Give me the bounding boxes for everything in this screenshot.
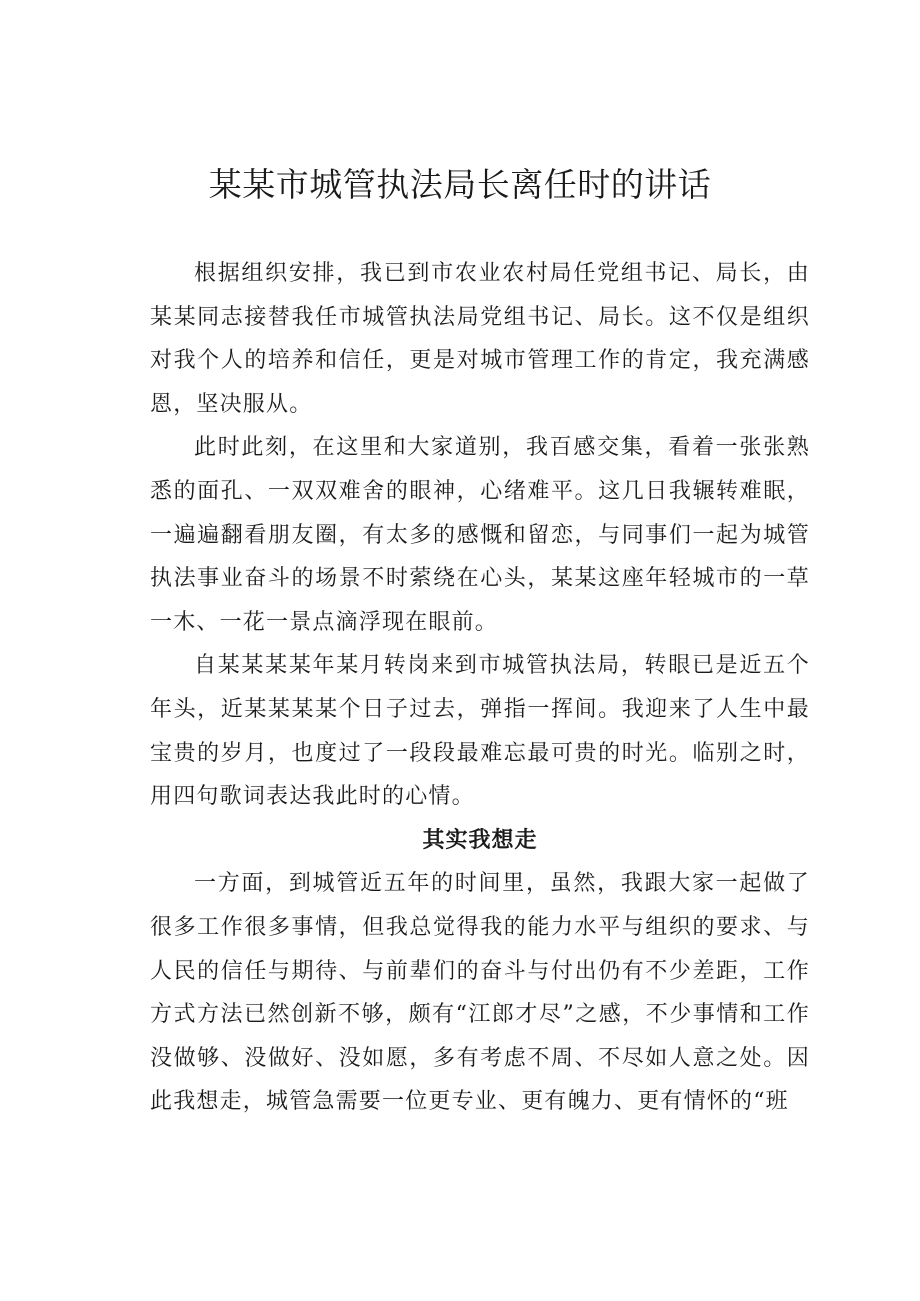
paragraph: 一方面，到城管近五年的时间里，虽然，我跟大家一起做了很多工作很多事情，但我总觉得我的能力水平与组织的要求、与人民的信任与期待、与前辈们的奋斗与付出仍有不少差距，工作方式方法已然创新不够，颇有“江郎才尽”之感，不少事情和工作没做够、没做好、没如愿，多有考虑不周、不尽如人意之处。因此我想走，城管急需要一位更专业、更有魄力、更有情怀的“班 bbox=[150, 871, 810, 1115]
section-heading: 其实我想走 bbox=[422, 827, 538, 853]
document-title: 某某市城管执法局长离任时的讲话 bbox=[208, 165, 712, 204]
paragraph: 此时此刻，在这里和大家道别，我百感交集，看着一张张熟悉的面孔、一双双难舍的眼神，心绪难平。这几日我辗转难眠，一遍遍翻看朋友圈，有太多的感慨和留恋，与同事们一起为城管执法事业奋斗的场景不时萦绕在心头，某某这座年轻城市的一草一木、一花一景点滴浮现在眼前。 bbox=[150, 435, 810, 635]
document-body bbox=[150, 252, 810, 1124]
paragraph: 自某某某某年某月转岗来到市城管执法局，转眼已是近五个年头，近某某某某个日子过去，弹指一挥间。我迎来了人生中最宝贵的岁月，也度过了一段段最难忘最可贵的时光。临别之时，用四句歌词表达我此时的心情。 bbox=[150, 653, 810, 810]
paragraph: 根据组织安排，我已到市农业农村局任党组书记、局长，由某某同志接替我任市城管执法局党组书记、局长。这不仅是组织对我个人的培养和信任，更是对城市管理工作的肯定，我充满感恩，坚决服从。 bbox=[150, 261, 810, 417]
